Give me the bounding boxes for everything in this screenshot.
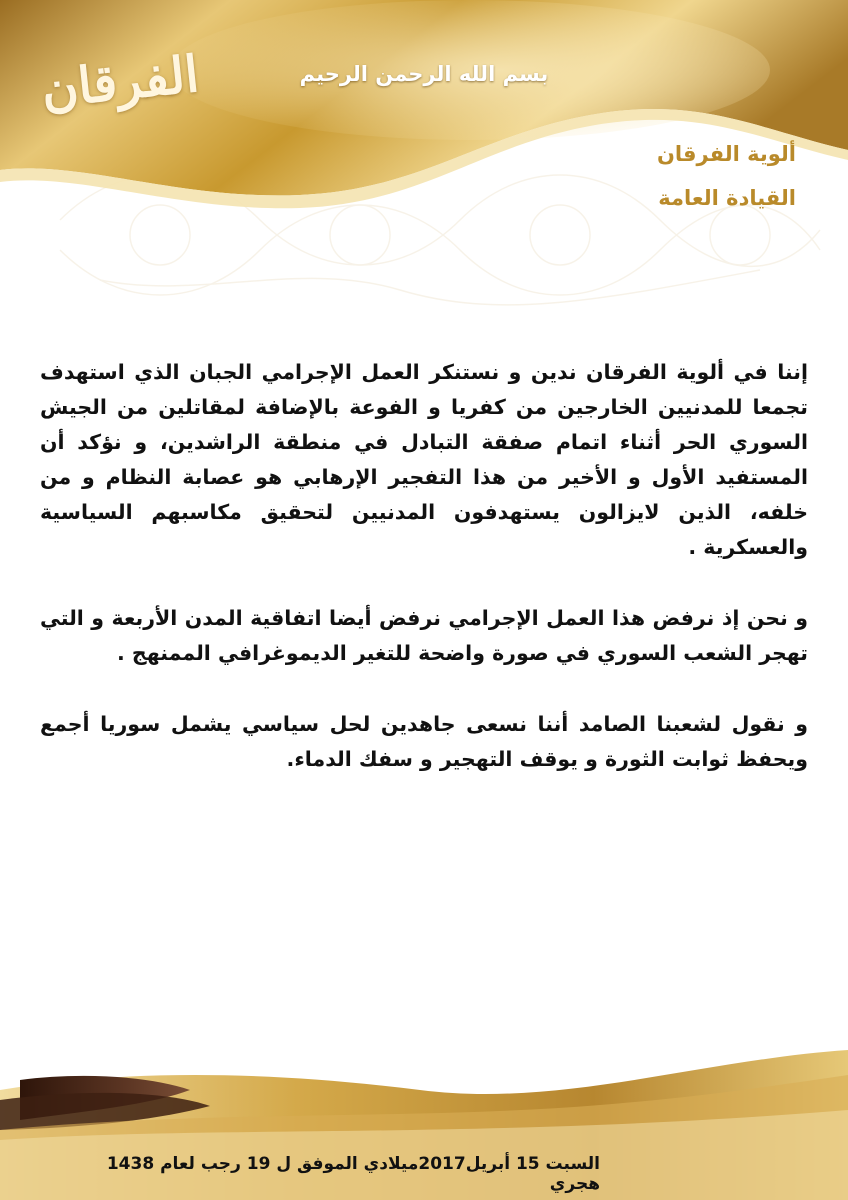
statement-body — [40, 355, 808, 777]
statement-paragraph-3: و نقول لشعبنا الصامد أننا نسعى جاهدين لحل سياسي يشمل سوريا أجمع ويحفظ ثوابت الثورة و يوقف التهجير و سفك الدماء. — [40, 712, 808, 771]
organization-name: ألوية الفرقان — [656, 142, 796, 166]
organization-logo — [40, 22, 200, 172]
document-date: السبت 15 أبريل2017ميلادي الموفق ل 19 رجب لعام 1438 هجري — [106, 1154, 600, 1194]
basmala: بسم الله الرحمن الرحيم — [299, 62, 549, 86]
statement-paragraph-1: إننا في ألوية الفرقان ندين و نستنكر العمل الإجرامي الجبان الذي استهدف تجمعا للمدنيين الخارجين من كفريا و الفوعة بالإضافة لمقاتلين من الجيش السوري الحر أثناء اتمام صفقة التبادل في منطقة الراشدين، و نؤكد أن المستفيد الأول و الأخير من هذا التفجير الإرهابي هو عصابة النظام و من خلفه، الذين لايزالون يستهدفون المدنيين لتحقيق مكاسبهم السياسية والعسكرية . — [40, 360, 808, 559]
logo-calligraphy: الفرقان — [38, 43, 202, 120]
general-command: القيادة العامة — [658, 186, 796, 210]
statement-paragraph-2: و نحن إذ نرفض هذا العمل الإجرامي نرفض أيضا اتفاقية المدن الأربعة و التي تهجر الشعب السوري في صورة واضحة للتغير الديموغرافي الممنهج . — [40, 606, 808, 665]
